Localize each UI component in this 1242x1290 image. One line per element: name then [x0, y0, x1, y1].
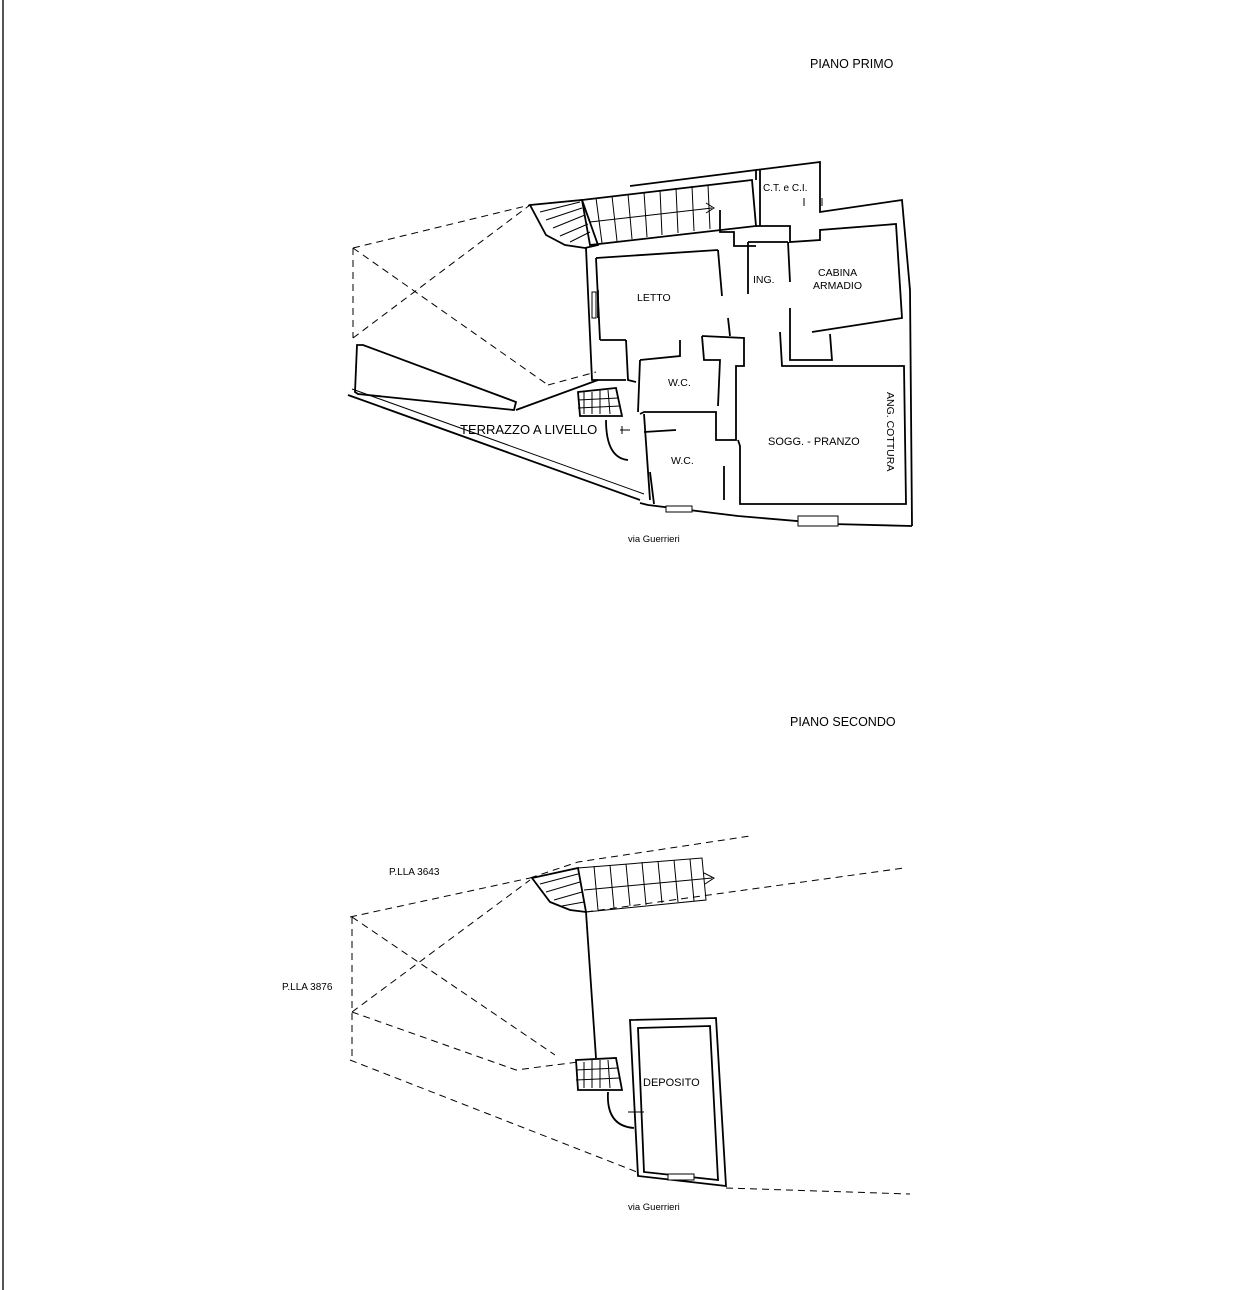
- floor-2-dividing-wall: [586, 912, 596, 1058]
- floor-2-plan: [282, 715, 910, 1213]
- room-letto-label: LETTO: [637, 292, 671, 304]
- floor-1-dashed-boundaries: [353, 205, 596, 385]
- parcel-3643-label: P.LLA 3643: [389, 867, 440, 878]
- room-cabina-armadio-label-1: CABINA: [818, 267, 858, 279]
- floor-1-plan: [348, 57, 912, 545]
- room-wc-upper-label: W.C.: [668, 377, 691, 389]
- deposito-room-walls: [630, 1018, 726, 1186]
- room-ct-ci-label: C.T. e C.I.: [763, 183, 808, 194]
- floor-2-stair-top: [532, 858, 714, 912]
- room-cabina-armadio-label-2: ARMADIO: [813, 280, 863, 292]
- room-ing-label: ING.: [753, 274, 775, 286]
- floor-2-title: PIANO SECONDO: [790, 715, 896, 729]
- terrace-label: TERRAZZO A LIVELLO: [460, 422, 598, 437]
- parcel-3876-label: P.LLA 3876: [282, 982, 333, 993]
- room-sogg-pranzo-label: SOGG. - PRANZO: [768, 436, 860, 448]
- floor-1-openings: [592, 198, 838, 526]
- room-wc-lower-label: W.C.: [671, 455, 694, 467]
- floor-2-dashed-boundaries: [350, 836, 910, 1194]
- floor-1-title: PIANO PRIMO: [810, 57, 894, 71]
- terrace-planter: [355, 345, 516, 410]
- floor-1-street-label: via Guerrieri: [628, 534, 680, 545]
- room-deposito-label: DEPOSITO: [643, 1077, 700, 1089]
- floor-1-stair-top: [530, 170, 756, 248]
- floor-2-street-label: via Guerrieri: [628, 1202, 680, 1213]
- room-ang-cottura-label: ANG. COTTURA: [884, 392, 896, 472]
